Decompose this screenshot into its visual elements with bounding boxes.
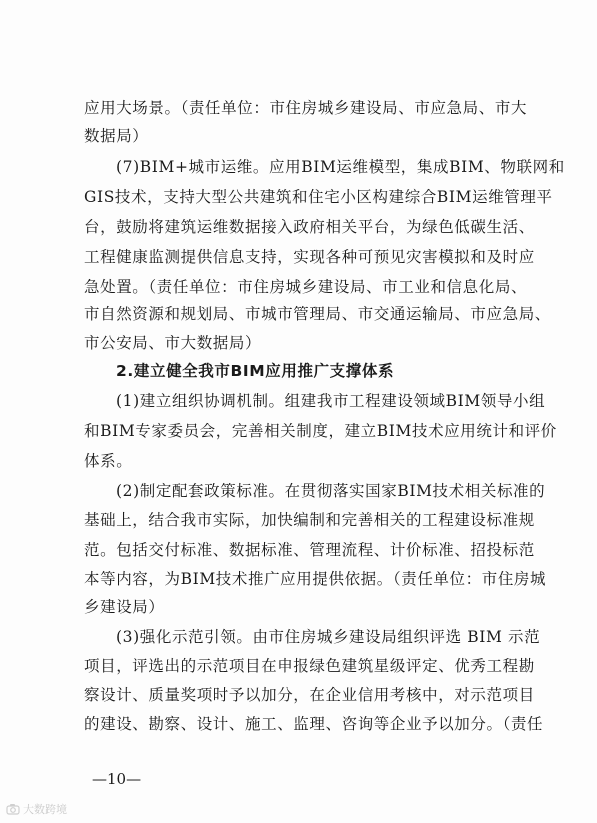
camera-icon xyxy=(6,803,20,815)
body-line: 急处置。（责任单位：市住房城乡建设局、市工业和信息化局、 xyxy=(84,278,528,296)
body-line: (1)建立组织协调机制。组建我市工程建设领域BIM领导小组 xyxy=(116,392,546,410)
body-line: 市自然资源和规划局、市城市管理局、市交通运输局、市应急局、 xyxy=(84,305,551,323)
body-line: 乡建设局） xyxy=(84,598,165,616)
body-line: (7)BIM+城市运维。应用BIM运维模型，集成BIM、物联网和 xyxy=(116,158,565,176)
body-line: 的建设、勘察、设计、施工、监理、咨询等企业予以加分。（责任 xyxy=(84,715,544,733)
body-line: 台，鼓励将建筑运维数据接入政府相关平台，为绿色低碳生活、 xyxy=(84,218,535,236)
body-line: GIS技术，支持大型公共建筑和住宅小区构建综合BIM运维管理平 xyxy=(84,188,553,206)
body-line: 数据局） xyxy=(84,127,149,145)
body-line: 基础上，结合我市实际，加快编制和完善相关的工程建设标准规 xyxy=(84,511,535,529)
body-line: 体系。 xyxy=(84,452,133,470)
body-line: 市公安局、市大数据局） xyxy=(84,334,262,352)
body-line: (2)制定配套政策标准。在贯彻落实国家BIM技术相关标准的 xyxy=(116,482,546,500)
body-line: 察设计、质量奖项时予以加分，在企业信用考核中，对示范项目 xyxy=(84,686,535,704)
body-line: (3)强化示范引领。由市住房城乡建设局组织评选 BIM 示范 xyxy=(116,628,541,646)
watermark xyxy=(6,801,67,817)
body-line: 应用大场景。（责任单位：市住房城乡建设局、市应急局、市大 xyxy=(84,99,528,117)
body-line: 项目，评选出的示范项目在申报绿色建筑星级评定、优秀工程勘 xyxy=(84,657,535,675)
body-line: 范。包括交付标准、数据标准、管理流程、计价标准、招投标范 xyxy=(84,541,535,559)
body-line: 本等内容，为BIM技术推广应用提供依据。（责任单位：市住房城 xyxy=(84,570,547,588)
page-number: —10— xyxy=(92,770,142,788)
body-line: 和BIM专家委员会，完善相关制度，建立BIM技术应用统计和评价 xyxy=(84,422,557,440)
watermark-text: 大数跨境 xyxy=(23,803,67,816)
section-heading: 2.建立健全我市BIM应用推广支撑体系 xyxy=(116,362,395,380)
body-line: 工程健康监测提供信息支持，实现各种可预见灾害模拟和及时应 xyxy=(84,248,535,266)
